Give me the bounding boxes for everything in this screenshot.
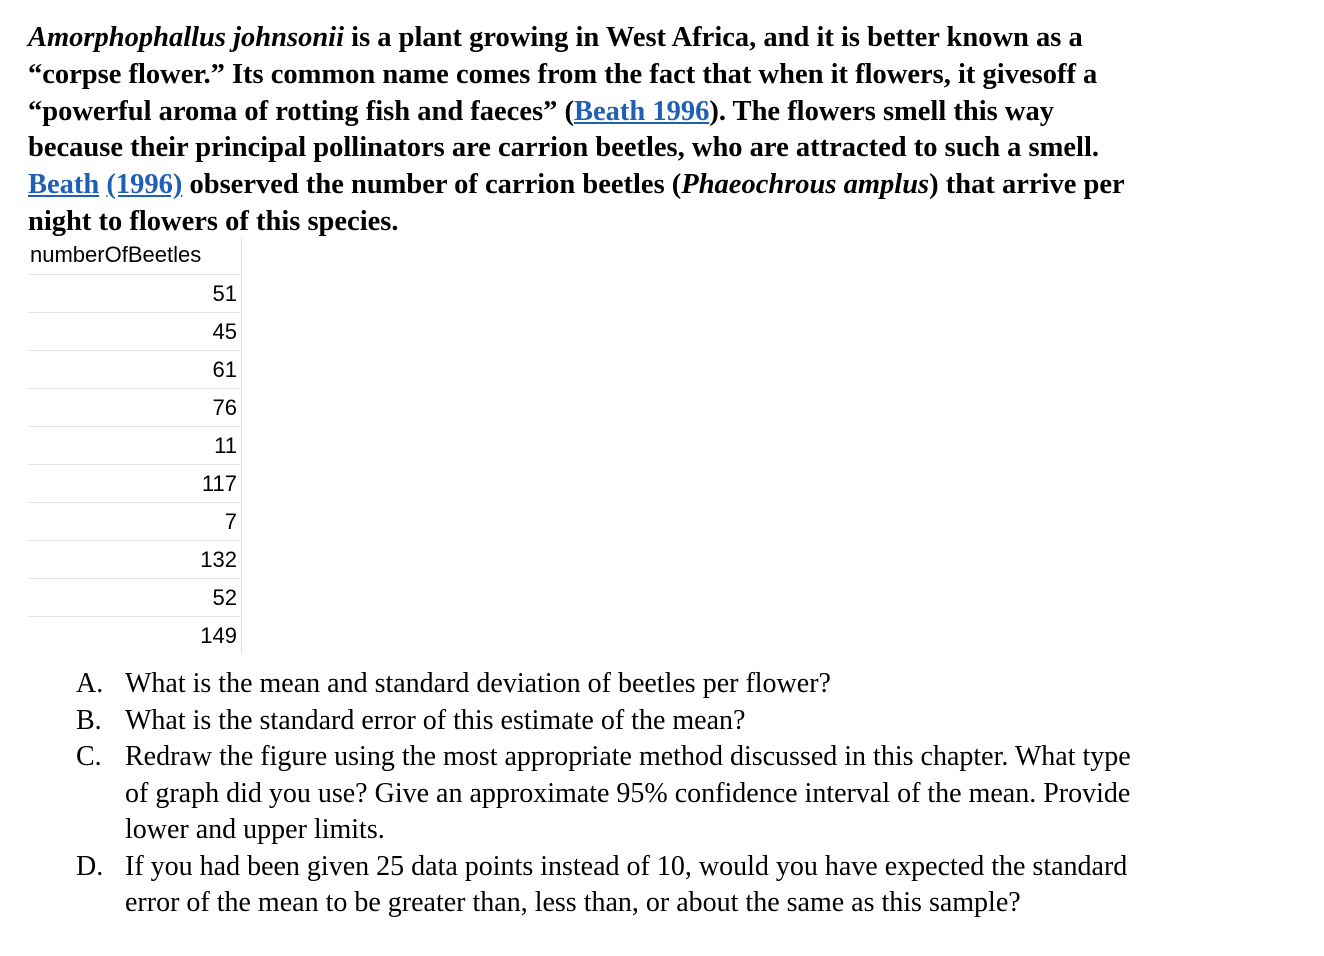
intro-line-4: because their principal pollinators are carrion beetles, who are attracted to such a smell. (28, 132, 1099, 164)
question-text-line: error of the mean to be greater than, less than, or about the same as this sample? (125, 887, 1021, 918)
beetle-species-name: Phaeochrous amplus (681, 169, 930, 201)
species-name: Amorphophallus johnsonii (28, 22, 345, 53)
intro-line-3: “powerful aroma of rotting fish and faeces” (Beath 1996). The flowers smell this way (28, 95, 1054, 127)
intro-line-5: Beath (1996) observed the number of carrion beetles (Phaeochrous amplus) that arrive per (28, 169, 1125, 201)
question-text-line: lower and upper limits. (125, 814, 385, 845)
table-cell[interactable]: 7 (28, 502, 242, 540)
intro-line-1: Amorphophallus johnsonii is a plant growing in West Africa, and it is better known as a (28, 22, 1083, 53)
citation-link-beath[interactable]: Beath (28, 169, 100, 201)
question-letter: A. (76, 668, 104, 699)
table-cell[interactable]: 45 (28, 312, 242, 350)
citation-link-1996[interactable]: (1996) (106, 169, 183, 201)
intro-paragraph (28, 20, 1308, 241)
question-item (76, 849, 1306, 922)
table-header[interactable]: numberOfBeetles (28, 236, 242, 274)
table-cell[interactable]: 51 (28, 274, 242, 312)
question-item (76, 739, 1306, 849)
question-text-line: What is the mean and standard deviation of beetles per flower? (125, 668, 831, 699)
table-cell[interactable]: 11 (28, 426, 242, 464)
question-text-line: If you had been given 25 data points instead of 10, would you have expected the standard (125, 850, 1128, 882)
citation-link-beath-1996[interactable]: Beath 1996 (573, 95, 710, 127)
beetle-data-table (28, 236, 242, 654)
question-letter: C. (76, 741, 102, 772)
question-item (76, 703, 1306, 740)
table-cell[interactable]: 52 (28, 578, 242, 616)
table-cell[interactable]: 76 (28, 388, 242, 426)
table-cell[interactable]: 132 (28, 540, 242, 578)
question-letter: B. (76, 704, 102, 736)
question-text-line: of graph did you use? Give an approximate 95% confidence interval of the mean. Provide (125, 777, 1131, 809)
intro-line-6: night to flowers of this species. (28, 205, 399, 237)
table-body (28, 274, 242, 654)
table-cell[interactable]: 149 (28, 616, 242, 654)
table-cell[interactable]: 117 (28, 464, 242, 502)
table-cell[interactable]: 61 (28, 350, 242, 388)
question-item (76, 666, 1306, 703)
question-text-line: Redraw the figure using the most appropriate method discussed in this chapter. What type (125, 741, 1131, 772)
question-list (76, 666, 1306, 922)
question-letter: D. (76, 850, 104, 882)
intro-line-2: “corpse flower.” Its common name comes from the fact that when it flowers, it givesoff a (28, 58, 1098, 90)
question-text-line: What is the standard error of this estimate of the mean? (125, 704, 746, 736)
